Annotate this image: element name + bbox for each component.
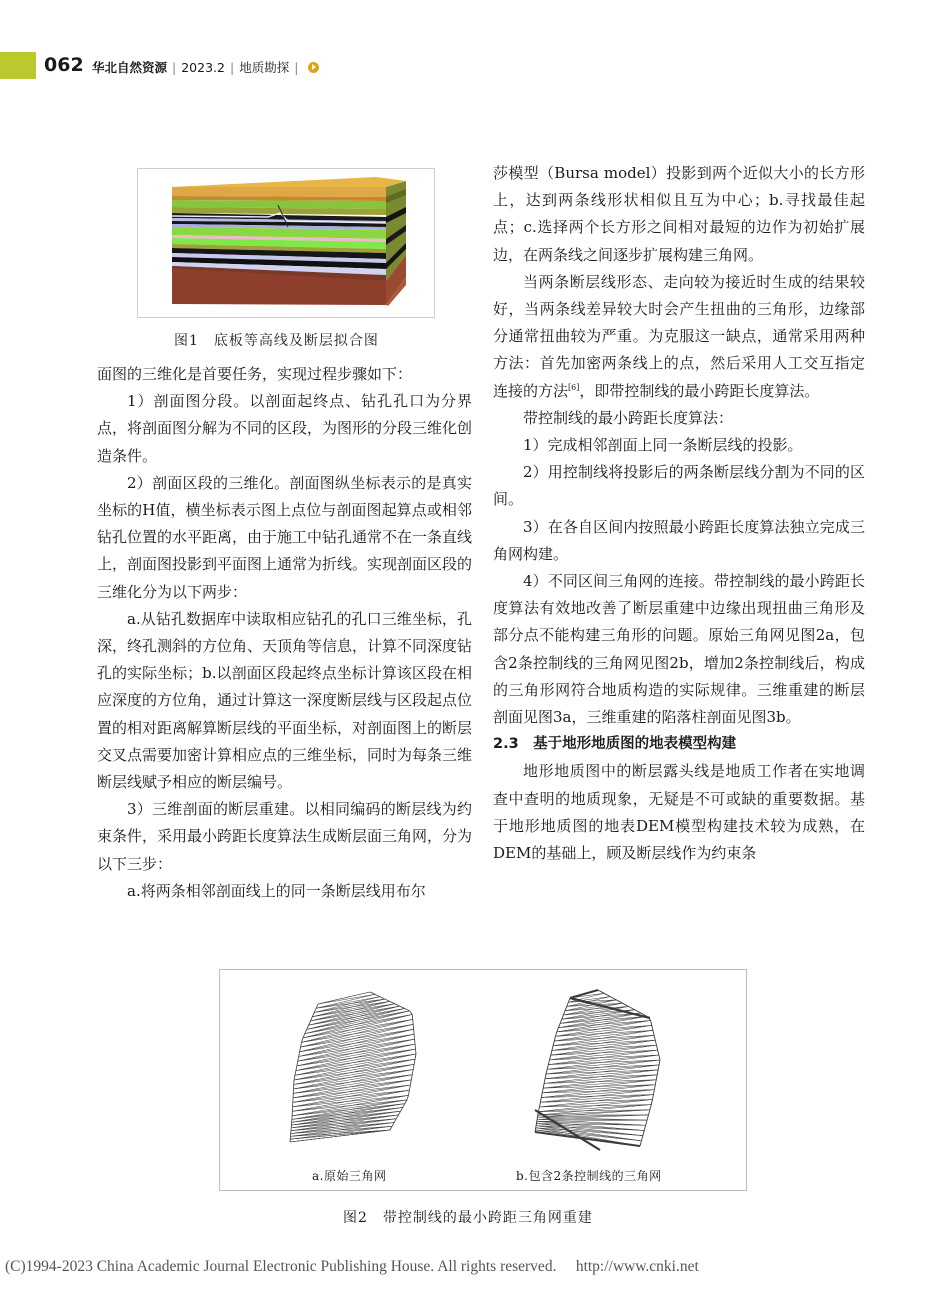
triangulation-meshes — [220, 970, 746, 1160]
paragraph: 带控制线的最小跨距长度算法： — [523, 408, 734, 427]
paragraph: 3）三维剖面的断层重建。以相同编码的断层线为约束条件，采用最小跨距长度算法生成断层面三角网，分为以下三步： — [97, 800, 473, 873]
paragraph: 4）不同区间三角网的连接。带控制线的最小跨距长度算法有效地改善了断层重建中边缘出现扭曲三角形及部分点不能构建三角形的问题。原始三角网见图2a，包含2条控制线的三角网见图2b，增加2条控制线后，构成的三角形网符合地质构造的实际规律。三维重建的断层剖面见图3a，三维重建的陷落柱剖面见图3b。 — [493, 572, 865, 727]
paragraph: 1）完成相邻剖面上同一条断层线的投影。 — [523, 436, 803, 455]
paragraph: 2）用控制线将投影后的两条断层线分割为不同的区间。 — [493, 463, 865, 509]
running-header: 华北自然资源 | 2023.2 | 地质勘探 | — [92, 58, 319, 76]
right-column-text — [493, 160, 865, 867]
paragraph: 当两条断层线形态、走向较为接近时生成的结果较好，当两条线差异较大时会产生扭曲的三角形，边缘部分通常扭曲较为严重。为克服这一缺点，通常采用两种方法：首先加密两条线上的点，然后采用人工交互指定连接的方法[6]，即带控制线的最小跨距长度算法。 — [493, 272, 865, 400]
paragraph: 地形地质图中的断层露头线是地质工作者在实地调查中查明的地质现象，无疑是不可或缺的重要数据。基于地形地质图的地表DEM模型构建技术较为成熟，在DEM的基础上，顾及断层线作为约束条 — [493, 762, 865, 863]
layered-block-model — [138, 169, 434, 317]
figure-1-image — [137, 168, 435, 318]
journal-name: 华北自然资源 — [92, 60, 168, 75]
copyright-footer: (C)1994-2023 China Academic Journal Electronic Publishing House. All rights reserved. http://www.cnki.net — [5, 1258, 699, 1275]
figure-2a-label: a.原始三角网 — [312, 1169, 387, 1183]
paragraph: a.从钻孔数据库中读取相应钻孔的孔口三维坐标，孔深，终孔测斜的方位角、天顶角等信息，计算不同深度钻孔的实际坐标；b.以剖面区段起终点坐标计算该区段在相应深度的方位角，通过计算这一深度断层线与区段起点位置的相对距离解算断层线的平面坐标，对剖面图上的断层交叉点需要加密计算相应点的三维坐标，同时为每条三维断层线赋予相应的断层编号。 — [97, 609, 473, 792]
figure-2-caption: 图2 带控制线的最小跨距三角网重建 — [343, 1210, 593, 1226]
citation-ref[interactable]: [6] — [568, 382, 580, 392]
play-circle-icon — [308, 62, 319, 73]
paragraph: 1）剖面图分段。以剖面起终点、钻孔孔口为分界点，将剖面图分解为不同的区段，为图形的分段三维化创造条件。 — [97, 392, 473, 465]
figure-2-box — [219, 969, 747, 1191]
figure-2b-label: b.包含2条控制线的三角网 — [516, 1169, 662, 1183]
page-number: 062 — [44, 54, 84, 76]
paragraph: 莎模型（Bursa model）投影到两个近似大小的长方形上，达到两条线形状相似且互为中心；b.寻找最佳起点；c.选择两个长方形之间相对最短的边作为初始扩展边，在两条线之间逐步扩展构建三角网。 — [493, 164, 865, 264]
paragraph: a.将两条相邻剖面线上的同一条断层线用布尔 — [127, 881, 426, 900]
figure-1-caption: 图1 底板等高线及断层拟合图 — [174, 333, 379, 349]
mesh-original — [290, 992, 416, 1142]
mesh-with-control-lines — [535, 990, 660, 1150]
issue-number: 2023.2 — [181, 59, 225, 75]
paragraph: 3）在各自区间内按照最小跨距长度算法独立完成三角网构建。 — [493, 517, 865, 563]
header-accent-bar — [0, 52, 36, 79]
paragraph: 面图的三维化是首要任务，实现过程步骤如下： — [97, 365, 413, 383]
section-name: 地质勘探 — [239, 60, 290, 75]
section-heading: 2.3 基于地形地质图的地表模型构建 — [493, 736, 737, 753]
left-column-text — [97, 361, 472, 905]
paragraph: 2）剖面区段的三维化。剖面图纵坐标表示的是真实坐标的H值，横坐标表示图上点位与剖面图起算点或相邻钻孔位置的水平距离，由于施工中钻孔通常不在一条直线上，剖面图投影到平面图上通常为折线。实现剖面区段的三维化分为以下两步： — [97, 473, 473, 601]
